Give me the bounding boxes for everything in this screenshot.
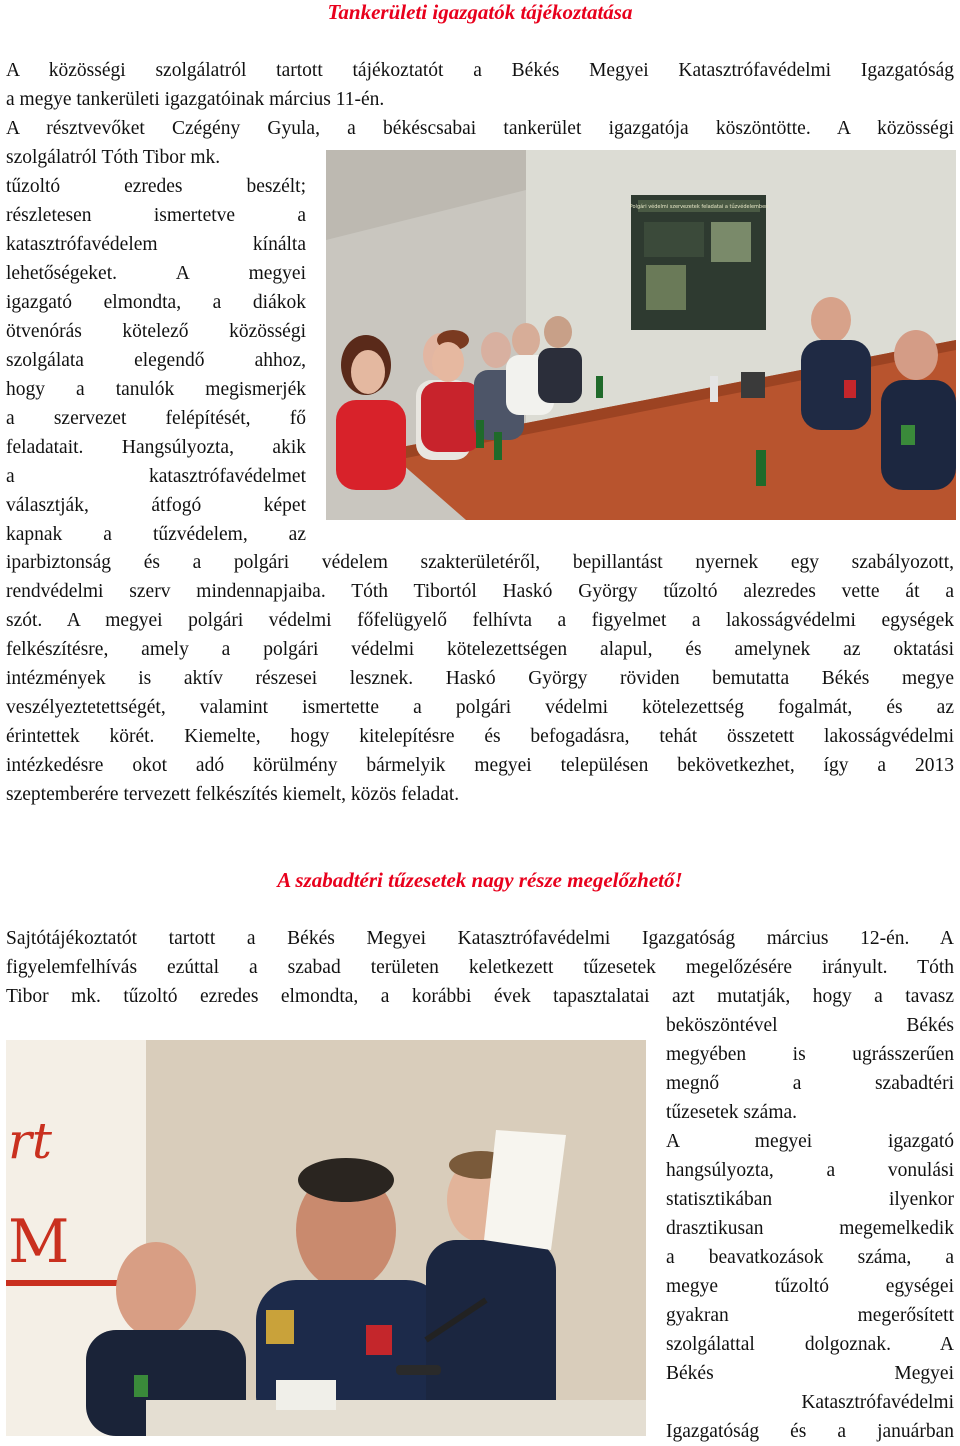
text-line: megyében is ugrásszerűen [666, 1044, 954, 1065]
text-line: érintettek körét. Kiemelte, hogy kitelepítésre és befogadásra, tehát összetett lakosságvédelmi [6, 726, 954, 747]
text-line: veszélyeztetettségét, valamint ismertette a polgári védelmi kötelezettség fogalmát, és az [6, 697, 954, 718]
text-line: intézmények is aktív részesei lesznek. Haskó György röviden bemutatta Békés megye [6, 668, 954, 689]
text-line: A közösségi szolgálatról tartott tájékoztatót a Békés Megyei Katasztrófavédelmi Igazgatóság [6, 60, 954, 81]
text-line: Békés Megyei [666, 1363, 954, 1384]
text-line: a katasztrófavédelmet [6, 466, 306, 487]
text-line: szolgálata elegendő ahhoz, [6, 350, 306, 371]
text-line: szolgálatról Tóth Tibor mk. [6, 147, 221, 168]
section1-title: Tankerületi igazgatók tájékoztatása [327, 0, 633, 24]
text-line: ötvenórás kötelező közösségi [6, 321, 306, 342]
text-line: drasztikusan megemelkedik [666, 1218, 954, 1239]
text-line: intézkedésre okot adó körülmény bármelyik megyei településen bekövetkezhet, így a 2013 [6, 755, 954, 776]
section1-paragraph-bottom [6, 548, 954, 809]
text-line: katasztrófavédelem kínálta [6, 234, 306, 255]
text-line: feladatait. Hangsúlyozta, akik [6, 437, 306, 458]
banner-letters-1: rt [8, 1112, 52, 1170]
text-line: megye tűzoltó egységei [666, 1276, 954, 1297]
text-line: igazgató elmondta, a diákok [6, 292, 306, 313]
text-line: gyakran megerősített [666, 1305, 954, 1326]
text-line: A megyei igazgató [666, 1131, 954, 1152]
text-line: a szervezet felépítését, fő [6, 408, 306, 429]
text-line: megnő a szabadtéri [666, 1073, 954, 1094]
text-line: statisztikában ilyenkor [666, 1189, 954, 1210]
text-line: A résztvevőket Czégény Gyula, a békéscsabai tankerület igazgatója köszöntötte. A közösségi [6, 118, 954, 139]
text-line: Igazgatóság és a januárban [666, 1421, 954, 1442]
meeting-photo [326, 150, 956, 520]
text-line: Katasztrófavédelmi [801, 1392, 954, 1413]
text-line: figyelemfelhívás ezúttal a szabad területen keletkezett tűzesetek megelőzésére irányult. Tóth [6, 957, 954, 978]
text-line: Sajtótájékoztatót tartott a Békés Megyei Katasztrófavédelmi Igazgatóság március 12-én. A [6, 928, 954, 949]
text-line: rendvédelmi szerv mindennapjaiba. Tóth Tibortól Haskó György tűzoltó alezredes vette át a [6, 581, 954, 602]
text-line: részletesen ismertetve a [6, 205, 306, 226]
section2-paragraph-top [6, 924, 954, 1011]
text-line: hangsúlyozta, a vonulási [666, 1160, 954, 1181]
text-line: kapnak a tűzvédelem, az [6, 524, 306, 545]
text-line: szót. A megyei polgári védelmi főfelügyelő felhívta a figyelmet a lakosságvédelmi egységek [6, 610, 954, 631]
text-line: a beavatkozások száma, a [666, 1247, 954, 1268]
text-line: szeptemberére tervezett felkészítés kiemelt, közös feladat. [6, 784, 460, 805]
section2-title: A szabadtéri tűzesetek nagy része megelőzhető! [277, 868, 683, 892]
text-line: szolgálattal dolgoznak. A [666, 1334, 954, 1355]
section2-paragraph-narrow [666, 1011, 954, 1446]
text-line: a megye tankerületi igazgatóinak március 11-én. [6, 89, 385, 110]
text-line: felkészítésre, amely a polgári védelmi kötelezettségen alapul, és amelynek az oktatási [6, 639, 954, 660]
text-line: tűzesetek száma. [666, 1102, 798, 1123]
banner-letters-2: M [8, 1207, 70, 1277]
text-line: választják, átfogó képet [6, 495, 306, 516]
section1-paragraph-narrow [6, 143, 306, 549]
text-line: iparbiztonság és a polgári védelem szakterületéről, bepillantást nyernek egy szabályozott, [6, 552, 954, 573]
section1-paragraph-top [6, 56, 954, 143]
text-line: Tibor mk. tűzoltó ezredes elmondta, a korábbi évek tapasztalatai azt mutatják, hogy a tavasz [6, 986, 954, 1007]
text-line: tűzoltó ezredes beszélt; [6, 176, 306, 197]
text-line: lehetőségeket. A megyei [6, 263, 306, 284]
press-photo [6, 1040, 646, 1436]
text-line: beköszöntével Békés [666, 1015, 954, 1036]
text-line: hogy a tanulók megismerjék [6, 379, 306, 400]
screen-title: Polgári védelmi szervezetek feladatai a tűzvédelemben [629, 204, 769, 210]
